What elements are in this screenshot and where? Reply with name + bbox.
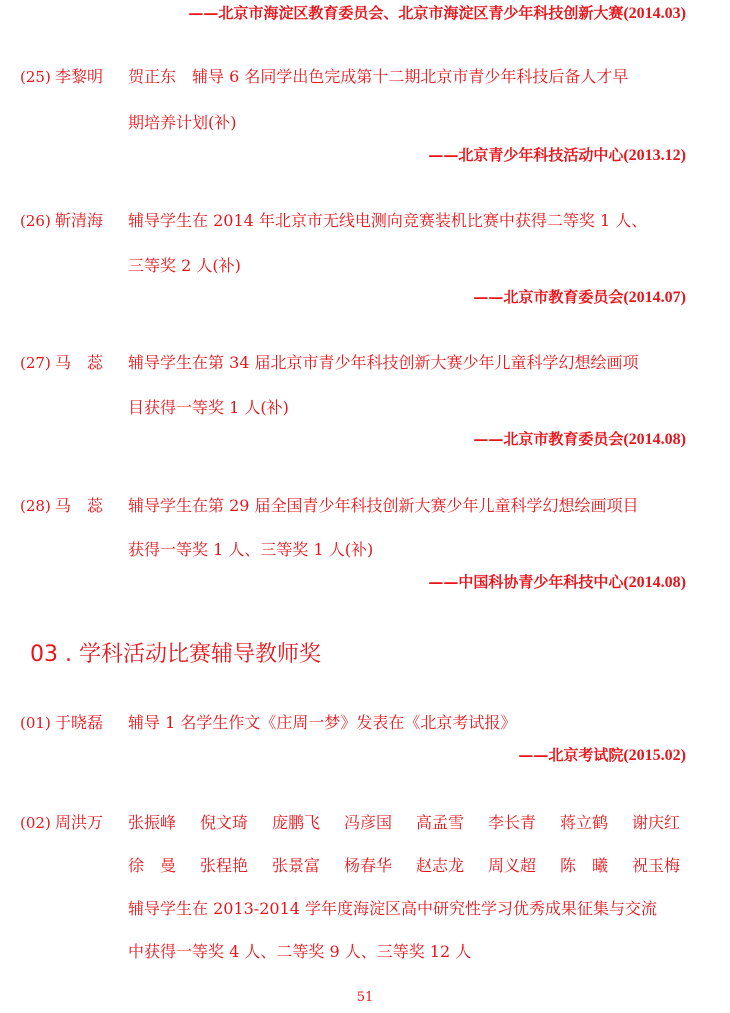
teacher-name: 高孟雪: [416, 813, 465, 832]
teacher-name: 祝玉梅: [632, 856, 681, 875]
teacher-names-row: [128, 856, 680, 876]
entry-name: 于晓磊: [55, 713, 104, 732]
entry-name: 李黎明: [55, 67, 104, 86]
entry-source: [473, 429, 686, 450]
entry-name: 马 蕊: [55, 353, 104, 372]
entry-text-line: 三等奖 2 人(补): [128, 256, 241, 275]
entry-number: (02): [20, 814, 51, 832]
entry-text-line: 期培养计划(补): [128, 113, 237, 132]
entry-text-line: 目获得一等奖 1 人(补): [128, 398, 289, 417]
source-date: (2014.07): [623, 289, 686, 306]
source-date: (2013.12): [623, 147, 686, 164]
teacher-name: 冯彦国: [344, 813, 393, 832]
entry-text-line: 获得一等奖 1 人、三等奖 1 人(补): [128, 540, 374, 559]
teacher-name: 杨春华: [344, 856, 393, 875]
section-title: 03 . 学科活动比赛辅导教师奖: [30, 642, 321, 667]
source-date: (2014.03): [623, 5, 686, 22]
teacher-name: 张程艳: [200, 856, 249, 875]
entry-source: [518, 745, 686, 766]
teacher-name: 赵志龙: [416, 856, 465, 875]
entry-source: [428, 145, 686, 166]
entry-text-line: 辅导学生在 2014 年北京市无线电测向竞赛装机比赛中获得二等奖 1 人、: [128, 211, 648, 230]
teacher-name: 徐 曼: [128, 856, 177, 875]
teacher-name: 张振峰: [128, 813, 177, 832]
source-date: (2015.02): [623, 747, 686, 764]
entry-number: (28): [20, 497, 51, 515]
source-org: ——北京市教育委员会: [473, 288, 624, 306]
teacher-name: 倪文琦: [200, 813, 249, 832]
entry-number: (27): [20, 354, 51, 372]
entry-name: 周洪万: [55, 813, 104, 832]
teacher-name: 陈 曦: [560, 856, 609, 875]
teacher-name: 张景富: [272, 856, 321, 875]
source-org: ——北京考试院: [518, 746, 624, 764]
teacher-names-row: [128, 813, 680, 833]
entry-number: (25): [20, 68, 51, 86]
source-date: (2014.08): [623, 431, 686, 448]
entry-source: [473, 287, 686, 308]
entry-text-line: 辅导学生在第 34 届北京市青少年科技创新大赛少年儿童科学幻想绘画项: [128, 353, 639, 372]
entry-name: 马 蕊: [55, 496, 104, 515]
source-line-top: [188, 3, 686, 24]
entry-text-line: 辅导学生在第 29 届全国青少年科技创新大赛少年儿童科学幻想绘画项目: [128, 496, 639, 515]
teacher-name: 谢庆红: [632, 813, 681, 832]
teacher-name: 周义超: [488, 856, 537, 875]
entry-number: (01): [20, 714, 51, 732]
entry-text-line: 辅导学生在 2013-2014 学年度海淀区高中研究性学习优秀成果征集与交流: [128, 899, 658, 918]
entry-text-line: 贺正东 辅导 6 名同学出色完成第十二期北京市青少年科技后备人才早: [128, 67, 629, 86]
source-org: ——中国科协青少年科技中心: [428, 573, 624, 591]
source-date: (2014.08): [623, 574, 686, 591]
source-org: ——北京青少年科技活动中心: [428, 146, 624, 164]
teacher-name: 蒋立鹤: [560, 813, 609, 832]
entry-name: 靳清海: [55, 211, 104, 230]
page-number: 51: [356, 990, 374, 1005]
entry-source: [428, 572, 686, 593]
entry-text-line: 辅导 1 名学生作文《庄周一梦》发表在《北京考试报》: [128, 713, 517, 732]
teacher-name: 李长青: [488, 813, 537, 832]
entry-text-line: 中获得一等奖 4 人、二等奖 9 人、三等奖 12 人: [128, 942, 472, 961]
teacher-name: 庞鹏飞: [272, 813, 321, 832]
entry-number: (26): [20, 212, 51, 230]
source-org: ——北京市教育委员会: [473, 430, 624, 448]
source-org: ——北京市海淀区教育委员会、北京市海淀区青少年科技创新大赛: [188, 4, 624, 22]
